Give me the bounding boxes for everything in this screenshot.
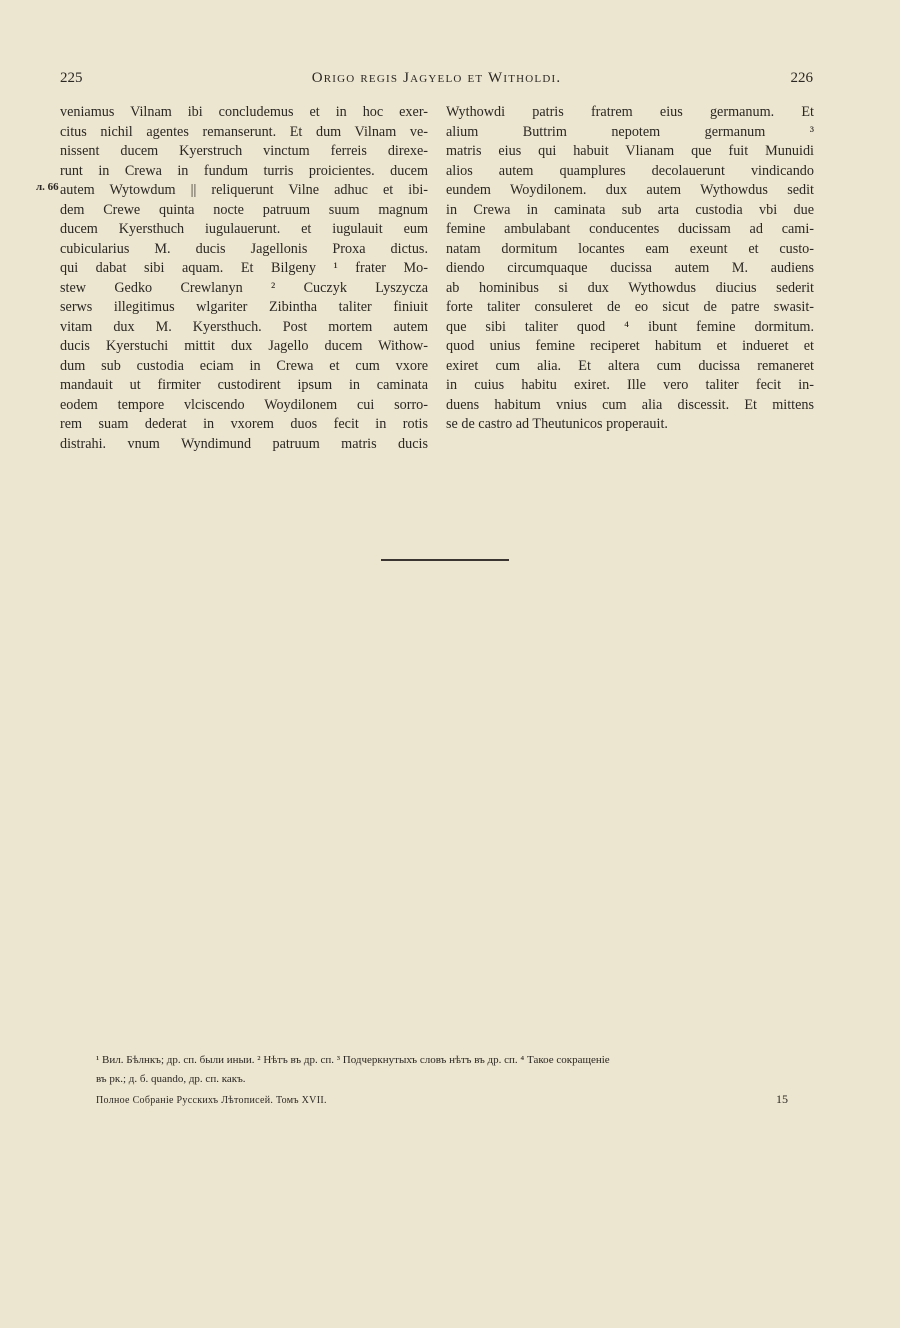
text-line: se de castro ad Theutunicos properauit. [446, 416, 668, 432]
text-line: matris eius qui habuit Vlianam que fuit Munuidi [446, 143, 814, 159]
text-line: rem suam dederat in vxorem duos fecit in rotis [60, 416, 428, 432]
left-text-column [60, 103, 428, 454]
footnote-line: ¹ Вил. Бѣлнкъ; др. сп. были иныи. ² Нѣтъ въ др. сп. ³ Подчеркнутыхъ словъ нѣтъ въ др. сп. ⁴ Такое сокращеніе [96, 1054, 610, 1066]
text-line: Wythowdi patris fratrem eius germanum. Et [446, 104, 814, 120]
text-line: mandauit ut firmiter custodirent ipsum in caminata [60, 377, 428, 393]
text-line: stew Gedko Crewlanyn ² Cuczyk Lyszycza [60, 279, 428, 296]
text-line: dum sub custodia eciam in Crewa et cum vxore [60, 357, 428, 374]
text-line: forte taliter consuleret de eo sicut de patre swasit- [446, 299, 814, 315]
text-line: serws illegitimus wlgariter Zibintha taliter finiuit [60, 299, 428, 315]
page-number-left: 225 [60, 70, 83, 86]
section-divider [381, 559, 509, 561]
text-line: cubicularius M. ducis Jagellonis Proxa dictus. [60, 240, 428, 257]
text-line: runt in Crewa in fundum turris proicientes. ducem [60, 162, 428, 179]
text-line: alios autem quamplures decolauerunt vindicando [446, 162, 814, 179]
text-line: qui dabat sibi aquam. Et Bilgeny ¹ frater Mo- [60, 260, 428, 276]
margin-folio-note: л. 66 [36, 181, 59, 193]
right-text-column [446, 103, 814, 435]
text-line: distrahi. vnum Wyndimund patruum matris ducis [60, 435, 428, 452]
text-line: duens habitum vnius cum alia discessit. Et mittens [446, 396, 814, 413]
running-title: Origo regis Jagyelo et Witholdi. [311, 70, 562, 86]
text-line: citus nichil agentes remanserunt. Et dum Vilnam ve- [60, 123, 428, 140]
text-line: quod unius femine reciperet habitum et indueret et [446, 338, 814, 354]
text-line: alium Buttrim nepotem germanum ³ [446, 123, 814, 140]
signature-mark: 15 [776, 1092, 788, 1106]
page-number-right: 226 [790, 70, 813, 86]
text-line: ab hominibus si dux Wythowdus diucius sederit [446, 279, 814, 296]
running-header [60, 70, 813, 92]
text-line: autem Wytowdum || reliquerunt Vilne adhuc et ibi- [60, 182, 428, 198]
text-line: ducem Kyersthuch iugulauerunt. et iugulauit eum [60, 221, 428, 237]
footnote-line: въ рк.; д. б. quando, др. сп. какъ. [96, 1073, 246, 1085]
text-line: ducis Kyerstuchi mittit dux Jagello ducem Withow- [60, 338, 428, 354]
text-line: nissent ducem Kyerstruch vinctum ferreis direxe- [60, 143, 428, 159]
text-line: in Crewa in caminata sub arta custodia vbi due [446, 201, 814, 218]
text-line: diendo circumquaque ducissa autem M. audiens [446, 260, 814, 276]
text-line: natam dormitum locantes eam exeunt et custo- [446, 240, 814, 257]
text-line: femine ambulabant conducentes ducissam ad cami- [446, 221, 814, 237]
text-line: eundem Woydilonem. dux autem Wythowdus sedit [446, 182, 814, 198]
text-line: vitam dux M. Kyersthuch. Post mortem autem [60, 318, 428, 335]
colophon: Полное Собраніе Русскихъ Лѣтописей. Томъ XVII. [96, 1095, 327, 1106]
text-line: dem Crewe quinta nocte patruum suum magnum [60, 201, 428, 218]
text-line: que sibi taliter quod ⁴ ibunt femine dormitum. [446, 318, 814, 335]
footnotes [96, 1051, 824, 1089]
text-line: eodem tempore vlciscendo Woydilonem cui sorro- [60, 396, 428, 413]
text-line: exiret cum alia. Et altera cum ducissa remaneret [446, 357, 814, 374]
text-line: veniamus Vilnam ibi concludemus et in hoc exer- [60, 104, 428, 120]
text-line: in cuius habitu exiret. Ille vero taliter fecit in- [446, 377, 814, 393]
